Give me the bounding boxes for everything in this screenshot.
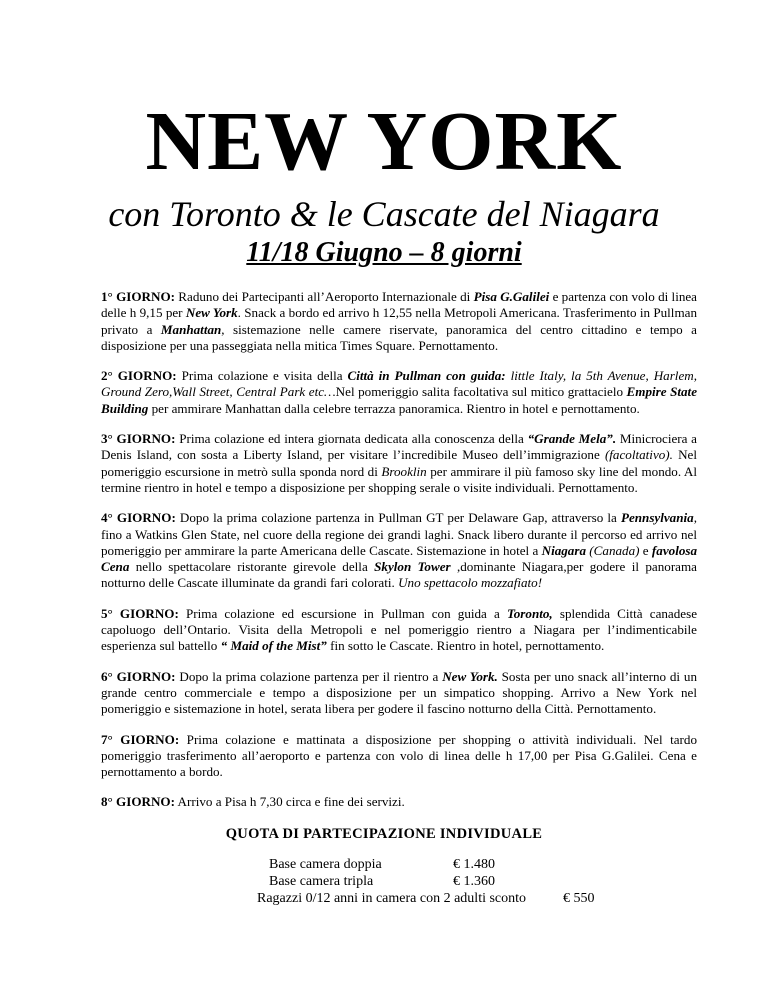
itinerary-day: [101, 368, 697, 417]
day-text: Brooklin: [381, 463, 427, 479]
price-value: € 1.360: [453, 874, 495, 889]
itinerary: [101, 289, 697, 825]
day-text: Arrivo a Pisa h 7,30 circa e fine dei servizi.: [174, 794, 405, 810]
day-text: Empire State Building: [101, 384, 698, 416]
day-text: nello spettacolare ristorante girevole della: [129, 559, 375, 575]
price-value: € 1.480: [453, 857, 495, 872]
day-text: Pennsylvania: [620, 510, 694, 526]
day-text: Prima colazione e visita della: [176, 368, 348, 384]
day-label: 8° GIORNO:: [101, 794, 175, 810]
day-text: New York.: [442, 668, 498, 684]
itinerary-day: [101, 794, 697, 810]
itinerary-day: [101, 669, 697, 718]
day-label: 2° GIORNO:: [101, 368, 177, 384]
day-text: e partenza con volo di linea delle h 9,15 per: [101, 289, 697, 321]
day-text: per ammirare il più famoso sky line del mondo. Al termine rientro in hotel e tempo a disposizione per shopping serale o visite individuali. Pernottamento.: [101, 463, 697, 495]
day-text: Raduno dei Partecipanti all’Aeroporto Internazionale di: [175, 289, 474, 304]
page-subtitle: con Toronto & le Cascate del Niagara: [108, 194, 660, 234]
page-title: NEW YORK: [145, 95, 623, 188]
trip-dates: 11/18 Giugno – 8 giorni: [246, 237, 522, 268]
day-text: Città in Pullman con guida:: [347, 368, 506, 384]
day-text: per ammirare Manhattan dalla celebre terrazza panoramica. Rientro in hotel e pernottamento.: [148, 400, 640, 416]
itinerary-day: [101, 606, 697, 655]
day-label: 5° GIORNO:: [101, 605, 179, 621]
day-text: splendida Città canadese capoluogo dell’Ontario. Visita della Metropoli e nel pomeriggio rientro a Niagara per l’indimenticabile esperienza sul battello: [101, 605, 698, 654]
quota-title: QUOTA DI PARTECIPAZIONE INDIVIDUALE: [225, 826, 543, 842]
day-text: Uno spettacolo mozzafiato!: [398, 575, 543, 591]
day-text: fin sotto le Cascate. Rientro in hotel, pernottamento.: [326, 638, 605, 654]
day-label: 3° GIORNO:: [101, 431, 176, 447]
day-text: e: [639, 542, 652, 558]
day-text: , fino a Watkins Glen State, nel cuore della regione dei grandi laghi. Snack libero durante il percorso ed arrivo nel pomeriggio per ammirare la parte Americana delle Cascate. Sistemazione in hotel a: [101, 510, 697, 558]
day-label: 1° GIORNO:: [101, 289, 175, 304]
day-text: Nel pomeriggio escursione in metrò sulla sponda nord di: [101, 447, 697, 479]
day-text: Niagara: [541, 542, 586, 558]
day-label: 6° GIORNO:: [101, 668, 176, 684]
price-value: € 550: [563, 891, 595, 906]
day-text: , sistemazione nelle camere riservate, panoramica del centro cittadino e tempo a disposizione per una passeggiata nella mitica Times Square. Pernottamento.: [101, 321, 697, 353]
day-text: Prima colazione ed escursione in Pullman con guida a: [178, 605, 507, 621]
day-text: little Italy, la 5th Avenue, Harlem, Ground Zero,Wall Street, Central Park etc…: [101, 368, 697, 400]
day-text: Manhattan: [160, 321, 222, 337]
day-text: Skylon Tower: [374, 559, 451, 575]
day-text: ,dominante Niagara,per godere il panorama notturno delle Cascate illuminate da grandi fari colorati.: [101, 559, 697, 591]
price-label: Base camera doppia: [269, 857, 382, 872]
day-text: Nel pomeriggio salita facoltativa sul mitico grattacielo: [335, 384, 627, 400]
itinerary-day: [101, 510, 697, 591]
itinerary-day: [101, 732, 697, 781]
day-text: Minicrociera a Denis Island, con sosta a Liberty Island, per visitare l’incredibile Museo dell’immigrazione: [101, 431, 697, 463]
price-label: Ragazzi 0/12 anni in camera con 2 adulti sconto: [257, 891, 527, 906]
day-text: favolosa Cena: [101, 542, 698, 575]
day-text: (Canada): [586, 542, 640, 558]
day-text: Sosta per uno snack all’interno di un grande centro commerciale e tempo a disposizione per un simpatico shopping. Arrivo a New York nel pomeriggio e sistemazione in hotel, serata libera per godere il fascino notturno della Città. Pernottamento.: [101, 668, 697, 717]
price-label: Base camera tripla: [269, 874, 374, 889]
day-text: “ Maid of the Mist”: [220, 638, 327, 654]
day-text: Toronto,: [506, 605, 553, 621]
day-text: New York: [185, 305, 238, 321]
day-text: Dopo la prima colazione partenza per il rientro a: [175, 668, 443, 684]
day-label: 4° GIORNO:: [101, 510, 176, 526]
day-text: . Snack a bordo ed arrivo h 12,55 nella Metropoli Americana. Trasferimento in Pullman privato a: [101, 305, 697, 337]
day-text: Dopo la prima colazione partenza in Pullman GT per Delaware Gap, attraverso la: [175, 510, 621, 526]
day-text: Pisa G.Galilei: [473, 289, 550, 304]
day-text: Prima colazione ed intera giornata dedicata alla conoscenza della: [175, 431, 528, 447]
day-text: “Grande Mela”.: [527, 431, 617, 447]
day-text: (facoltativo).: [604, 447, 673, 463]
itinerary-day: [101, 289, 697, 354]
day-label: 7° GIORNO:: [101, 731, 180, 747]
itinerary-day: [101, 431, 697, 496]
day-text: Prima colazione e mattinata a disposizione per shopping o attività individuali. Nel tardo pomeriggio trasferimento all’aeroporto e partenza con volo di linea delle h 17,00 per Pisa G.Galilei. Cena e pernottamento a bordo.: [101, 731, 697, 780]
